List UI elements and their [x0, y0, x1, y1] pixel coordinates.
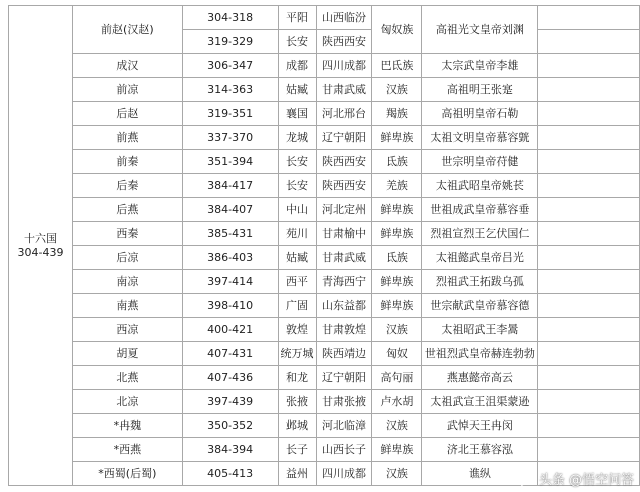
state-name-cell: 西秦: [72, 222, 182, 246]
state-name-cell: *西燕: [72, 438, 182, 462]
founder-cell: 世宗明皇帝苻健: [422, 150, 538, 174]
capital-cell: 广固: [278, 294, 316, 318]
group-years: 304-439: [17, 245, 64, 259]
founder-cell: 太祖懿武皇帝吕光: [422, 246, 538, 270]
ethnicity-cell: 鲜卑族: [372, 294, 422, 318]
empty-cell: [538, 30, 640, 54]
table-row: [9, 318, 640, 342]
ethnicity-cell: 巴氐族: [372, 54, 422, 78]
years-cell: 384-394: [182, 438, 278, 462]
capital-cell: 长安: [278, 30, 316, 54]
state-name-cell: 南凉: [72, 270, 182, 294]
ethnicity-cell: 羌族: [372, 174, 422, 198]
capital-cell: 西平: [278, 270, 316, 294]
years-cell: 385-431: [182, 222, 278, 246]
modern-location-cell: 辽宁朝阳: [316, 126, 372, 150]
years-cell: 405-413: [182, 462, 278, 486]
state-name-cell: 北燕: [72, 366, 182, 390]
capital-cell: 益州: [278, 462, 316, 486]
founder-cell: 高祖明王张寔: [422, 78, 538, 102]
capital-cell: 邺城: [278, 414, 316, 438]
table-row: [9, 174, 640, 198]
state-name-cell: 前凉: [72, 78, 182, 102]
founder-cell: 世祖烈武皇帝赫连勃勃: [422, 342, 538, 366]
founder-cell: 太祖昭武王李暠: [422, 318, 538, 342]
modern-location-cell: 山东益都: [316, 294, 372, 318]
years-cell: 337-370: [182, 126, 278, 150]
modern-location-cell: 甘肃张掖: [316, 390, 372, 414]
capital-cell: 张掖: [278, 390, 316, 414]
empty-cell: [538, 198, 640, 222]
modern-location-cell: 陕西西安: [316, 30, 372, 54]
empty-cell: [538, 6, 640, 30]
years-cell: 397-414: [182, 270, 278, 294]
table-row: [9, 366, 640, 390]
state-name-cell: 后秦: [72, 174, 182, 198]
capital-cell: 姑臧: [278, 246, 316, 270]
years-cell: 398-410: [182, 294, 278, 318]
state-name-cell: 成汉: [72, 54, 182, 78]
empty-cell: [538, 54, 640, 78]
founder-cell: 燕惠懿帝高云: [422, 366, 538, 390]
capital-cell: 和龙: [278, 366, 316, 390]
modern-location-cell: 四川成都: [316, 462, 372, 486]
ethnicity-cell: 氐族: [372, 246, 422, 270]
empty-cell: [538, 78, 640, 102]
modern-location-cell: 河北临漳: [316, 414, 372, 438]
capital-cell: 姑臧: [278, 78, 316, 102]
empty-cell: [538, 318, 640, 342]
table-row: [9, 150, 640, 174]
group-cell: [9, 6, 73, 486]
founder-cell: 世宗献武皇帝慕容德: [422, 294, 538, 318]
years-cell: 350-352: [182, 414, 278, 438]
modern-location-cell: 青海西宁: [316, 270, 372, 294]
capital-cell: 龙城: [278, 126, 316, 150]
ethnicity-cell: 羯族: [372, 102, 422, 126]
modern-location-cell: 山西临汾: [316, 6, 372, 30]
state-name-cell: 胡夏: [72, 342, 182, 366]
years-cell: 400-421: [182, 318, 278, 342]
founder-cell: 烈祖武王拓跋乌孤: [422, 270, 538, 294]
ethnicity-cell: 匈奴族: [372, 6, 422, 54]
years-cell: 407-431: [182, 342, 278, 366]
state-name-cell: 西凉: [72, 318, 182, 342]
state-name-cell: *冉魏: [72, 414, 182, 438]
years-cell: 386-403: [182, 246, 278, 270]
capital-cell: 苑川: [278, 222, 316, 246]
ethnicity-cell: 汉族: [372, 78, 422, 102]
state-name-cell: 前秦: [72, 150, 182, 174]
modern-location-cell: 河北邢台: [316, 102, 372, 126]
ethnicity-cell: 鲜卑族: [372, 126, 422, 150]
table-row: [9, 270, 640, 294]
founder-cell: 太祖武宣王沮渠蒙逊: [422, 390, 538, 414]
founder-cell: 谯纵: [422, 462, 538, 486]
ethnicity-cell: 卢水胡: [372, 390, 422, 414]
modern-location-cell: 陕西西安: [316, 150, 372, 174]
ethnicity-cell: 高句丽: [372, 366, 422, 390]
empty-cell: [538, 246, 640, 270]
modern-location-cell: 甘肃榆中: [316, 222, 372, 246]
ethnicity-cell: 鲜卑族: [372, 222, 422, 246]
empty-cell: [538, 102, 640, 126]
table-row: [9, 222, 640, 246]
modern-location-cell: 四川成都: [316, 54, 372, 78]
table-row: [9, 462, 640, 486]
group-name: 十六国: [23, 231, 57, 245]
table-row: [9, 198, 640, 222]
state-name-cell: *西蜀(后蜀): [72, 462, 182, 486]
modern-location-cell: 辽宁朝阳: [316, 366, 372, 390]
capital-cell: 中山: [278, 198, 316, 222]
table-row: [9, 294, 640, 318]
ethnicity-cell: 鲜卑族: [372, 198, 422, 222]
years-cell: 319-351: [182, 102, 278, 126]
table-row: [9, 438, 640, 462]
empty-cell: [538, 366, 640, 390]
empty-cell: [538, 270, 640, 294]
founder-cell: 高祖明皇帝石勒: [422, 102, 538, 126]
watermark-text: 头条 @悟空问答: [538, 473, 634, 488]
capital-cell: 长子: [278, 438, 316, 462]
years-cell: 304-318: [182, 6, 278, 30]
founder-cell: 太祖武昭皇帝姚苌: [422, 174, 538, 198]
modern-location-cell: 陕西西安: [316, 174, 372, 198]
state-name-cell: 南燕: [72, 294, 182, 318]
empty-cell: [538, 390, 640, 414]
table-row: [9, 390, 640, 414]
modern-location-cell: 甘肃敦煌: [316, 318, 372, 342]
years-cell: 306-347: [182, 54, 278, 78]
table-row: [9, 54, 640, 78]
founder-cell: 世祖成武皇帝慕容垂: [422, 198, 538, 222]
modern-location-cell: 陕西靖边: [316, 342, 372, 366]
ethnicity-cell: 鲜卑族: [372, 438, 422, 462]
empty-cell: [538, 222, 640, 246]
years-cell: 314-363: [182, 78, 278, 102]
empty-cell: [538, 150, 640, 174]
founder-cell: 济北王慕容泓: [422, 438, 538, 462]
state-name-cell: 北凉: [72, 390, 182, 414]
table-row: [9, 414, 640, 438]
capital-cell: 成都: [278, 54, 316, 78]
table-row: [9, 246, 640, 270]
empty-cell: [538, 438, 640, 462]
founder-cell: 高祖光文皇帝刘渊: [422, 6, 538, 54]
years-cell: 351-394: [182, 150, 278, 174]
empty-cell: [538, 462, 640, 486]
ethnicity-cell: 鲜卑族: [372, 270, 422, 294]
table-row: [9, 6, 640, 30]
modern-location-cell: 河北定州: [316, 198, 372, 222]
ethnicity-cell: 氐族: [372, 150, 422, 174]
ethnicity-cell: 汉族: [372, 318, 422, 342]
table-row: [9, 102, 640, 126]
founder-cell: 太祖文明皇帝慕容皝: [422, 126, 538, 150]
ethnicity-cell: 汉族: [372, 462, 422, 486]
years-cell: 397-439: [182, 390, 278, 414]
years-cell: 384-407: [182, 198, 278, 222]
years-cell: 384-417: [182, 174, 278, 198]
table-row: [9, 126, 640, 150]
capital-cell: 平阳: [278, 6, 316, 30]
years-cell: 319-329: [182, 30, 278, 54]
empty-cell: [538, 294, 640, 318]
empty-cell: [538, 126, 640, 150]
modern-location-cell: 山西长子: [316, 438, 372, 462]
founder-cell: 武悼天王冉闵: [422, 414, 538, 438]
empty-cell: [538, 342, 640, 366]
state-name-cell: 前燕: [72, 126, 182, 150]
table-row: [9, 342, 640, 366]
capital-cell: 统万城: [278, 342, 316, 366]
state-name-cell: 后燕: [72, 198, 182, 222]
modern-location-cell: 甘肃武威: [316, 78, 372, 102]
state-name-cell: 前赵(汉赵): [72, 6, 182, 54]
ethnicity-cell: 匈奴: [372, 342, 422, 366]
capital-cell: 长安: [278, 150, 316, 174]
table-row: [9, 78, 640, 102]
capital-cell: 襄国: [278, 102, 316, 126]
capital-cell: 长安: [278, 174, 316, 198]
state-name-cell: 后凉: [72, 246, 182, 270]
founder-cell: 烈祖宣烈王乞伏国仁: [422, 222, 538, 246]
ethnicity-cell: 汉族: [372, 414, 422, 438]
capital-cell: 敦煌: [278, 318, 316, 342]
founder-cell: 太宗武皇帝李雄: [422, 54, 538, 78]
empty-cell: [538, 414, 640, 438]
modern-location-cell: 甘肃武威: [316, 246, 372, 270]
years-cell: 407-436: [182, 366, 278, 390]
state-name-cell: 后赵: [72, 102, 182, 126]
dynasty-table: [8, 5, 640, 486]
empty-cell: [538, 174, 640, 198]
